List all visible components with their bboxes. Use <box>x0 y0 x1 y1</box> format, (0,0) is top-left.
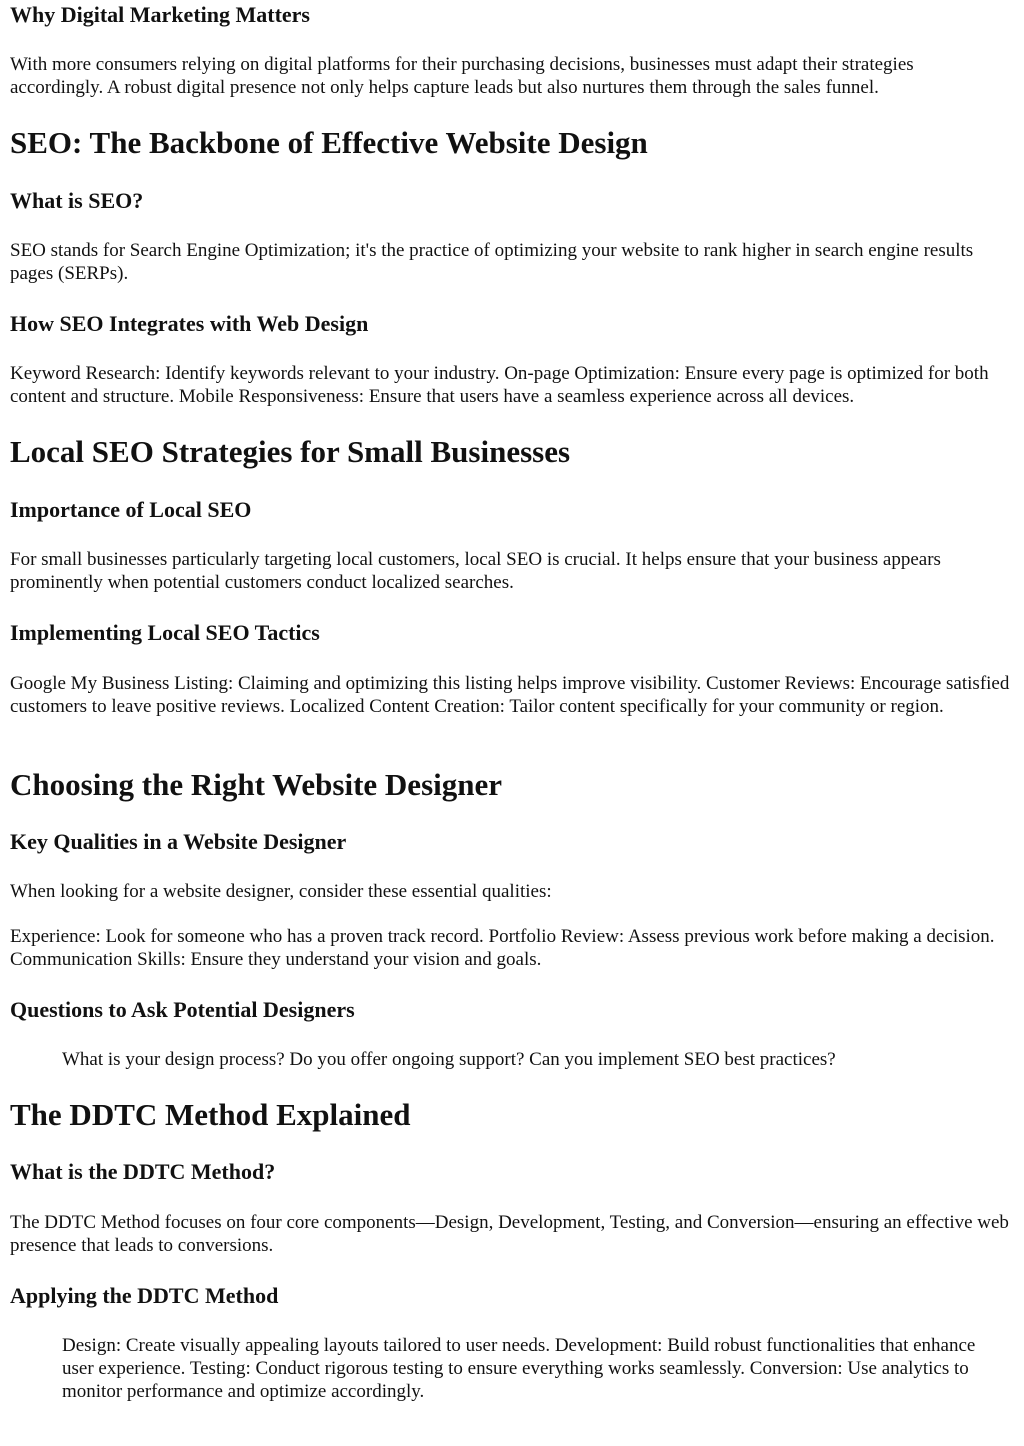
heading-why-digital-marketing: Why Digital Marketing Matters <box>10 2 310 27</box>
paragraph-what-is-seo: SEO stands for Search Engine Optimization; it's the practice of optimizing your website to rank higher in search engine results pages (SERPs). <box>10 240 974 284</box>
paragraph-why-digital-marketing: With more consumers relying on digital platforms for their purchasing decisions, businesses must adapt their strategies accordingly. A robust digital presence not only helps capture leads but also nurtures them through the sales funnel. <box>10 54 914 98</box>
heading-applying-ddtc: Applying the DDTC Method <box>10 1283 279 1308</box>
heading-what-is-ddtc: What is the DDTC Method? <box>10 1159 276 1184</box>
paragraph-local-seo-tactics: Google My Business Listing: Claiming and optimizing this listing helps improve visibility. Customer Reviews: Encourage satisfied customers to leave positive reviews. Localized Content Creation: Tailor content specifically for your community or region. <box>10 673 1010 717</box>
paragraph-importance-local-seo: For small businesses particularly targeting local customers, local SEO is crucial. It helps ensure that your business appears prominently when potential customers conduct localized searches. <box>10 549 941 593</box>
section-title-choosing-designer: Choosing the Right Website Designer <box>10 767 503 802</box>
heading-seo-web-design: How SEO Integrates with Web Design <box>10 311 369 336</box>
section-title-seo: SEO: The Backbone of Effective Website Design <box>10 125 648 160</box>
heading-questions-designers: Questions to Ask Potential Designers <box>10 997 355 1022</box>
heading-what-is-seo: What is SEO? <box>10 188 144 213</box>
heading-importance-local-seo: Importance of Local SEO <box>10 497 252 522</box>
heading-local-seo-tactics: Implementing Local SEO Tactics <box>10 620 320 645</box>
heading-key-qualities: Key Qualities in a Website Designer <box>10 829 347 854</box>
paragraph-key-qualities-intro: When looking for a website designer, consider these essential qualities: <box>10 881 552 902</box>
paragraph-applying-ddtc: Design: Create visually appealing layouts tailored to user needs. Development: Build robust functionalities that enhance user experience. Testing: Conduct rigorous testing to ensure everything works seamlessly. Conversion: Use analytics to monitor performance and optimize accordingly. <box>62 1335 976 1402</box>
section-title-ddtc: The DDTC Method Explained <box>10 1097 411 1132</box>
paragraph-key-qualities-list: Experience: Look for someone who has a proven track record. Portfolio Review: Assess previous work before making a decision. Communication Skills: Ensure they understand your vision and goals. <box>10 926 995 970</box>
paragraph-what-is-ddtc: The DDTC Method focuses on four core components—Design, Development, Testing, and Conversion—ensuring an effective web presence that leads to conversions. <box>10 1212 1009 1256</box>
paragraph-questions-designers: What is your design process? Do you offer ongoing support? Can you implement SEO best practices? <box>62 1049 836 1070</box>
paragraph-seo-web-design: Keyword Research: Identify keywords relevant to your industry. On-page Optimization: Ensure every page is optimized for both content and structure. Mobile Responsiveness: Ensure that users have a seamless experience across all devices. <box>10 363 989 407</box>
section-title-local-seo: Local SEO Strategies for Small Businesses <box>10 434 571 469</box>
